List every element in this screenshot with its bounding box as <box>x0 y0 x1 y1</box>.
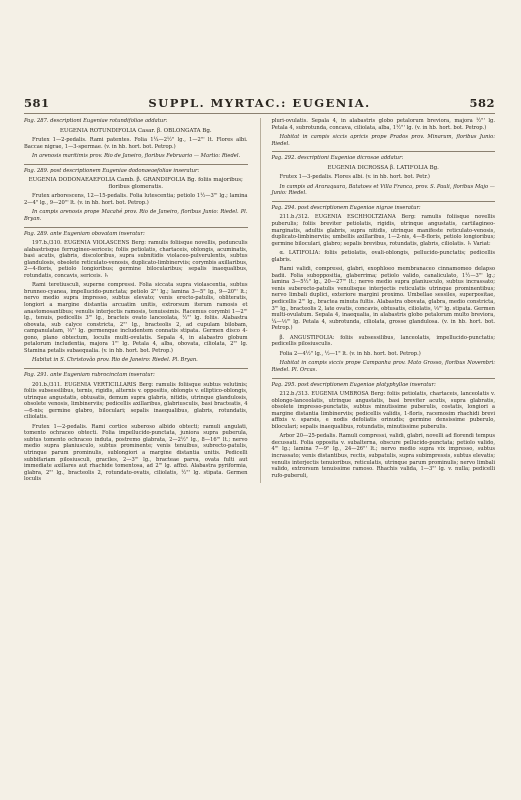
left-page-number: 581 <box>24 96 50 110</box>
variety-diagnosis: α. LATIFOLIA: foliis petiolatis, ovali-oblongis, pellucido-punctatis; pedicellis glabris. <box>271 250 495 263</box>
insertion-note: Pag. 287. descriptioni Eugeniae rotundifoliae addatur: <box>24 118 168 124</box>
species-description: Arbor 20—25-pedalis. Ramuli compressi, validi, glabri, novelli ad florendi tempus decussati. Folia opposita v. subalterna, obscure pellucido-punctata; petiolo valido, 4"' lg.; lamina 7—9" lg., 24—26"' lt.; nervo medio supra vix impresso, subtus incrassato; venis distantibus, rectis, subpatulis, supra subimpressis, subtus elevatis; venulis interjectis tenuioribus, reticulatis, utrinque parum prominulis; nervo limbali valido, extrorsum tenuissime ramoso. Rhachis valida, 1—3"' lg. v. nulla; pedicelli rufo-puberuli, <box>271 433 495 479</box>
habitat-note: Habitat in campis siccis apricis prope Prados prov. Minarum, floribus Junio: Riedel. <box>271 134 495 147</box>
right-column <box>260 118 496 483</box>
species-heading: EUGENIA DODONAEAEFOLIA Camb. β. GRANDIFOLIA Bg. foliis majoribus; floribus glomeratis. <box>28 177 243 190</box>
insertion-note: Pag. 295. post descriptionem Eugeniae platyphyllae inseratur: <box>272 378 496 389</box>
insertion-note: Pag. 291. ante Eugeniam rubrocinctam inseratur: <box>24 368 248 379</box>
habitat-note: Habitat in campis siccis prope Campanha prov. Mato Grosso, floribus Novembri: Riedel. Pl. Orcas. <box>271 360 495 373</box>
species-diagnosis: 211.b./312. EUGENIA ESCHHOLTZIANA Berg: ramulis foliisque novellis puberulis; foliis breviter petiolatis, rigidis, utrinque angustatis, cartilagineo-marginatis, adultis glabris, supra nitidis, utrinque manifeste reticulato-venosis, duplicato-limbinerviis; umbellis axillaribus, 1—2-nis, 4—8-floris, petiolo longioribus; germine biloculari, glabro; sepalis brevibus, rotundatis, glabris, ciliolatis. ♄ Variat: <box>271 214 495 247</box>
species-description: Folia 2—4½" lg., ½—1" lt. (v. in hb. hort. bot. Petrop.) <box>279 350 421 357</box>
insertion-note: Pag. 294. post descriptionem Eugeniae nigrae inseratur: <box>272 201 496 212</box>
species-diagnosis: 197.b./310. EUGENIA VIOLASCENS Berg: ramulis foliisque novellis, pedunculis alabastrisque ferrugineo-sericeis; foliis petiolatis, chartaceis, oblongis, acuminatis, basi acutis, glabris, discoloribus, supra subnitidis violaceo-pulverulentis, subtus glandulosis, obsolete reticulato-venosis, duplicato-limbinerviis; corymbis axillaribus, 2—4-floris, petiolo longioribus; germine bilocularibus; sepalis inaequalibus, rotundatis, concavis, sericeis. ♄ <box>24 240 248 279</box>
species-description: Frutex arborescens, 12—15-pedalis. Folia lutescentia; petiolo 1½—3"' lg.; lamina 2—4" lg., 9—20"' lt. (v. in hb. hort. bot. Petrop.) <box>24 193 248 206</box>
running-title: SUPPL. MYRTAC.: EUGENIA. <box>148 96 371 110</box>
insertion-note: Pag. 292. descriptioni Eugeniae dicrosae addatur: <box>272 151 496 162</box>
species-description: Frutex 1—3-pedalis. Flores albi. (v. in hb. hort. bot. Petr.) <box>279 174 430 181</box>
habitat-note: In arenosis maritimis prov. Rio de Janeiro, floribus Februario — Martio: Riedel. <box>32 153 241 160</box>
insertion-note: Pag. 289. post descriptionem Eugeniae dodonaeaefoliae inseratur: <box>24 164 248 175</box>
habitat-note: Habitat in S. Christovão prov. Rio de Janeiro: Riedel. Pl. Bryan. <box>32 357 198 364</box>
left-column <box>24 118 248 483</box>
species-diagnosis: 212.b./313. EUGENIA UMBROSA Berg: foliis petiolatis, chartaceis, lanceolatis v. oblongo-lanceolatis, utrinque angustatis, basi breviter acutis, supra glabratis, obsolete impresso-punctatis, subtus minutissime puberulis, costatis, longiori a margine distantia limbinerviis; pedicellis validis, 1-floris, racemosim rhachidi brevi affixis v. sparsis, e nodis defoliatis orinudis; germine densissime puberulo, biloculari; sepalis inaequalibus, rotundatis, minutissime puberulis. <box>271 391 495 430</box>
species-heading: EUGENIA DICROSSA β. LATIFOLIA Bg. <box>327 164 439 171</box>
page-header <box>24 96 495 114</box>
insertion-note: Pag. 289. ante Eugeniam obovatam inseratur: <box>24 227 248 238</box>
species-diagnosis: 201.b./311. EUGENIA VERTICILLARIS Berg: ramulis foliisque subtus velutinis; foliis subsessilibus, ternis, rigidis, alternis v. oppositis, oblongis v. elliptico-oblongis, utrinque angustatis, obtusatis, demum supra glabris, nitidis, utrinque glandulosis, obsolete venosis, limbinerviis; pedicellis axillaribus, glabriusculis, basi bracteatis, 4—6-nis; germine glabro, biloculari; sepalis inaequalibus, glabris, rotundatis, ciliolatis. <box>24 381 248 421</box>
species-description: Rami teretiusculi, superne compressi. Folia siccata supra violascentia, subtus brunneo-cyanea, impellucido-punctata; petiolo 2"' lg.; lamina 3—5" lg., 9—20"' lt.; nervo medio supra impresso, subtus elevato; venis erecto-patulis, obliteratis, longiori a margine distantia arcuatim unitis, extrorsum iterum ramosis et anastomosantibus; venulis interjectis ramosis, tenuissimis. Racemus corymbi 1—2"' lg., tenuis, pedicellis 3"' lg., bracteis ovato lanceolata, ½"' lg. foliis. Alabastra obovata, sub calyce constricta, 2"' lg., bracteolis 2, ad cupulam bilobam, campanulatam, ⅓"' lg. germenque includentem connatis stipata. Germen disco 4-gono, plano obtectum, loculis multi-ovulatis. Sepala 4, in alabastro globum petalorum includentia, majora 1"' lg. Petala 4, alba, obovata, ciliolata, 2"' lg. Stamina petalis subaequalia. (v. in hb. hort. bot. Petrop.) <box>24 282 248 354</box>
species-description: Frutex 1—2-pedalis. Rami patentes. Folia 1¼—2½" lg., 1—2"' lt. Flores albi. Baccae nigrae, 1—3-spermae. (v. in hb. hort. bot. Petrop.) <box>24 137 248 150</box>
habitat-note: In campis ad Araraquara, Batatoes et Villa Franca, prov. S. Pauli, floribus Majo — Junio: Riedel. <box>271 183 495 197</box>
text-columns <box>24 118 495 483</box>
species-description: Rami validi, compressi, glabri, exophloeo membranaceo cinnamomeo delapso badii. Folia suboppositia, glaberrima; petiolo valido, canaliculato, 1½—3"' lg.; lamina 3—5½" lg., 20—27"' lt.; nervo medio supra planiusculo, subtus incrassato; venis suberecto-patulis venulisque interjectis reticulatis utrinque prominentibus; nervo limbali duplici, exteriore margini proximo. Umbellae sessiles, superpositae, pedicellis 2"' lg., bractea minuta fultis. Alabastra obovata, glabra, medio constricta, 3"' lg., bracteolis 2, late ovatis, concavis, obtusatis, ciliolatis, ⅓"' lg. stipata. Germen multi-ovulatum. Sepala 4, inaequalia, in alabastris globo petalorum multo breviora, ¼—⅓"' lg. Petala 4, subrotunda, ciliolata, grosse glandulosa. (v. in hb. hort. bot. Petrop.) <box>271 266 495 332</box>
species-description: Frutex 1—2-pedalis. Rami cortice suberoso albido obtecti; ramuli angulati, tomento ochraceo obtecti. Folia impellucido-punctata, juniora supra puberula, subtus tomento ochraceo induta, postremo glabrata, 2—2½" lg., 8—16"' lt.; nervo medio supra planiusculo, subtus prominente; venis tenuibus, subrecto-patulis, utrinque parum prominulis, sublongiori a margine distantia unitis. Pedicelli subbifariam pilosiusculi, graciles, 2—3"' lg., bracteae parva, ovata fulti aut immediate axillares aut rhachide tomentosa, ad 2"' lg. affixi. Alabastra pyriformia, glabra, 2"' lg., bracteolis 2, rotundato-ovatis, ciliolatis, ½"' lg. stipata. Germen loculis <box>24 423 248 483</box>
species-heading: EUGENIA ROTUNDIFOLIA Casar. β. OBLONGATA Bg. <box>59 127 212 134</box>
variety-diagnosis: β. ANGUSTIFOLIA: foliis subsessilibus, lanceolatis, impellucido-punctatis; pedicellis pilosiusculis. <box>271 334 495 348</box>
habitat-note: In campis arenosis prope Macahé prov. Rio de Janeiro, floribus Junio: Riedel. Pl. Bryan. <box>24 209 248 223</box>
species-description: pluri-ovulatis. Sepala 4, in alabastris globo petalorum breviora, majora ½"' lg. Petala 4, subrotunda, concava, ciliolata, alba, 1½"' lg. (v. in hb. hort. bot. Petrop.) <box>271 118 495 131</box>
right-page-number: 582 <box>469 96 495 110</box>
